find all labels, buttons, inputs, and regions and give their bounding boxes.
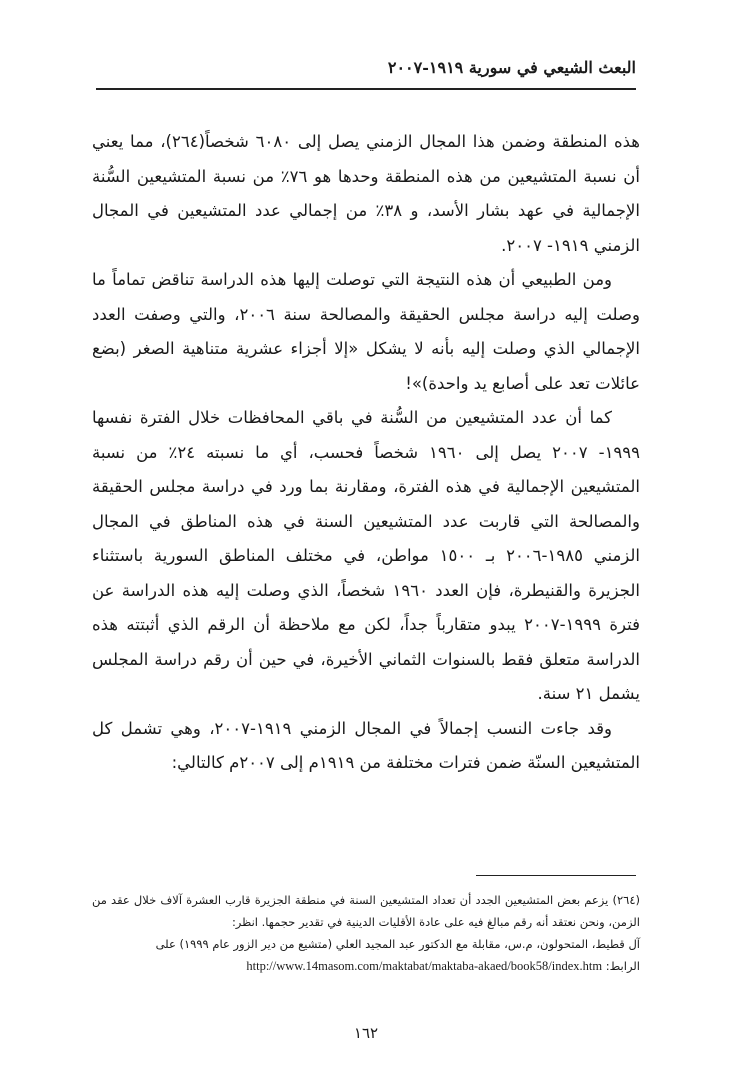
main-text [92,125,640,781]
footnotes [92,889,640,977]
footnote-link-label: الرابط: [605,959,640,973]
running-title: البعث الشيعي في سورية ١٩١٩-٢٠٠٧ [387,58,636,77]
footnote-divider [476,875,636,876]
footnote-text: (٢٦٤) يزعم بعض المتشيعين الجدد أن تعداد المتشيعين السنة في منطقة الجزيرة قارب العشرة آلاف خلال عقد من الزمن، ونحن نعتقد أنه رقم مبالغ فيه على عادة الأقليات الدينية في تقدير حجمها. انظر: [92,893,640,929]
paragraph-1: هذه المنطقة وضمن هذا المجال الزمني يصل إلى ٦٠٨٠ شخصاً(٢٦٤)، مما يعني أن نسبة المتشيعين من هذه المنطقة وحدها هو ٧٦٪ من نسبة المتشيعين السُّنة الإجمالية في عهد بشار الأسد، و ٣٨٪ من إجمالي عدد المتشيعين في المجال الزمني ١٩١٩- ٢٠٠٧. [92,132,640,255]
footnote-source: آل قطيط، المتحولون، م.س، مقابلة مع الدكتور عبد المجيد العلي (متشيع من دير الزور عام ١٩٩٩) على [155,937,640,951]
footnote-url[interactable]: http://www.14masom.com/maktabat/maktaba-akaed/book58/index.htm [246,959,603,973]
paragraph-4: وقد جاءت النسب إجمالاً في المجال الزمني ١٩١٩-٢٠٠٧، وهي تشمل كل المتشيعين السنّة ضمن فترات مختلفة من ١٩١٩م إلى ٢٠٠٧م كالتالي: [92,718,640,772]
footnote-link-line [92,955,640,977]
paragraph-3: كما أن عدد المتشيعين من السُّنة في باقي المحافظات خلال الفترة نفسها ١٩٩٩- ٢٠٠٧ يصل إلى ١٩٦٠ شخصاً فحسب، أي ما نسبته ٢٤٪ من نسبة المتشيعين الإجمالية في هذه الفترة، ومقارنة بما ورد في دراسة مجلس الحقيقة والمصالحة التي قاربت عدد المتشيعين السنة في هذه المناطق في المجال الزمني ١٩٨٥-٢٠٠٦ بـ ١٥٠٠ مواطن، في مختلف المناطق السورية باستثناء الجزيرة والقنيطرة، فإن العدد ١٩٦٠ شخصاً، الذي وصلت إليه هذه الدراسة عن فترة ١٩٩٩-٢٠٠٧ يبدو متقارباً جداً، لكن مع ملاحظة أن الرقم الذي أثبتته هذه الدراسة متعلق فقط بالسنوات الثماني الأخيرة، في حين أن رقم دراسة المجلس يشمل ٢١ سنة. [92,408,641,703]
running-header [96,48,636,90]
paragraph-2: ومن الطبيعي أن هذه النتيجة التي توصلت إليها هذه الدراسة تناقض تماماً ما وصلت إليه دراسة مجلس الحقيقة والمصالحة سنة ٢٠٠٦، والتي وصفت العدد الإجمالي الذي وصلت إليه بأنه لا يشكل «إلا أجزاء عشرية متناهية الصغر (بضع عائلات تعد على أصابع يد واحدة)»! [92,270,640,393]
page-number: ١٦٢ [353,1024,379,1042]
